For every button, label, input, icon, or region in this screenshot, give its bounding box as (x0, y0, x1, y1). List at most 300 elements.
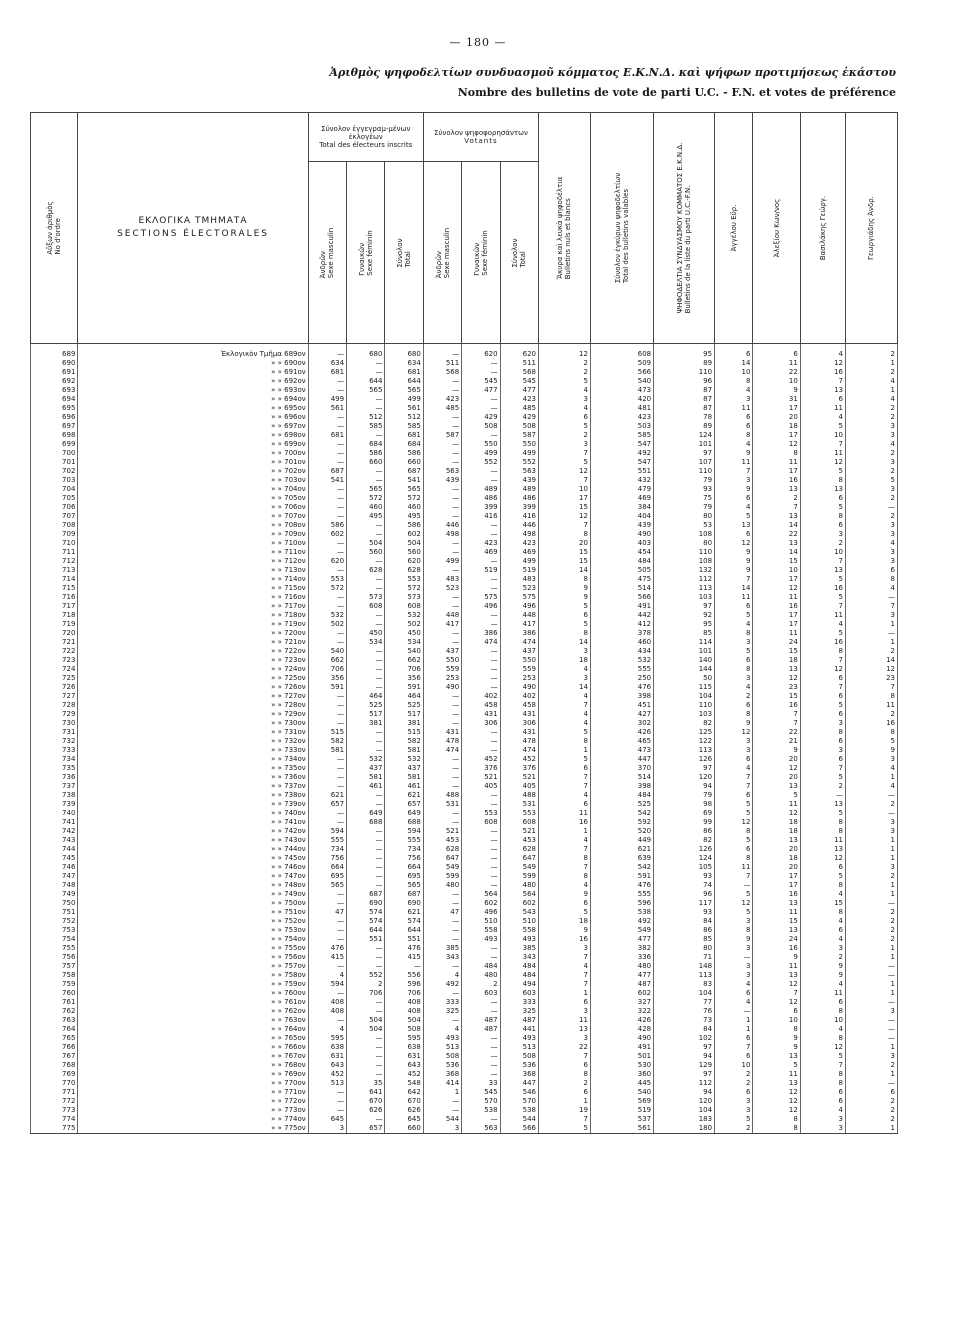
voters-female: — (462, 1061, 500, 1070)
candidate-1-votes: 3 (715, 962, 753, 971)
section-name: » » 722ον (78, 647, 308, 656)
candidate-1-votes: 14 (715, 584, 753, 593)
table-row (31, 503, 898, 512)
registered-male: — (308, 773, 346, 782)
candidate-3-votes: 6 (800, 1097, 845, 1106)
table-row (31, 557, 898, 566)
order-number: 724 (31, 665, 78, 674)
registered-female: — (347, 359, 385, 368)
order-number: 694 (31, 395, 78, 404)
registered-female: 688 (347, 818, 385, 827)
table-row (31, 701, 898, 710)
table-row (31, 344, 898, 360)
candidate-1-votes: 12 (715, 728, 753, 737)
null-ballots: 2 (538, 1079, 590, 1088)
candidate-4-votes: 1 (845, 854, 897, 863)
registered-female: — (347, 431, 385, 440)
null-ballots: 5 (538, 1124, 590, 1134)
registered-female: — (347, 1052, 385, 1061)
candidate-3-votes: 4 (800, 917, 845, 926)
valid-ballots: 520 (590, 827, 653, 836)
voters-male: 492 (423, 980, 461, 989)
table-row (31, 782, 898, 791)
candidate-4-votes: 1 (845, 638, 897, 647)
candidate-2-votes: 13 (753, 512, 800, 521)
order-number: 773 (31, 1106, 78, 1115)
voters-total: 602 (500, 899, 538, 908)
party-ballots: 93 (654, 872, 715, 881)
registered-total: 541 (385, 476, 423, 485)
candidate-1-votes: 7 (715, 773, 753, 782)
registered-male: — (308, 629, 346, 638)
registered-total: 534 (385, 638, 423, 647)
section-name: » » 706ον (78, 503, 308, 512)
valid-ballots: 403 (590, 539, 653, 548)
candidate-1-votes: 5 (715, 836, 753, 845)
candidate-2-votes: 14 (753, 521, 800, 530)
valid-ballots: 477 (590, 971, 653, 980)
party-ballots: 77 (654, 998, 715, 1007)
voters-female: 558 (462, 926, 500, 935)
order-number: 755 (31, 944, 78, 953)
candidate-4-votes: — (845, 1025, 897, 1034)
registered-total: 690 (385, 899, 423, 908)
order-number: 704 (31, 485, 78, 494)
voters-total: 477 (500, 386, 538, 395)
valid-ballots: 492 (590, 917, 653, 926)
candidate-2-votes: 12 (753, 1106, 800, 1115)
candidate-3-votes: 7 (800, 602, 845, 611)
registered-male: 555 (308, 836, 346, 845)
table-row (31, 755, 898, 764)
candidate-2-votes: 13 (753, 782, 800, 791)
candidate-4-votes: 2 (845, 467, 897, 476)
section-name: » » 745ον (78, 854, 308, 863)
header-candidate-1: Ἀγγέλου Εὔρ. (715, 113, 753, 344)
voters-female: 550 (462, 440, 500, 449)
registered-total: 620 (385, 557, 423, 566)
registered-male: — (308, 818, 346, 827)
order-number: 697 (31, 422, 78, 431)
valid-ballots: 501 (590, 1052, 653, 1061)
candidate-1-votes: 3 (715, 674, 753, 683)
voters-female: — (462, 521, 500, 530)
table-row (31, 1025, 898, 1034)
candidate-2-votes: 17 (753, 620, 800, 629)
candidate-4-votes: 3 (845, 755, 897, 764)
section-name: » » 694ον (78, 395, 308, 404)
valid-ballots: 322 (590, 1007, 653, 1016)
registered-male: 415 (308, 953, 346, 962)
order-number: 739 (31, 800, 78, 809)
party-ballots: 94 (654, 1052, 715, 1061)
voters-male: — (423, 449, 461, 458)
registered-female: — (347, 962, 385, 971)
registered-total: 573 (385, 593, 423, 602)
registered-total: 540 (385, 647, 423, 656)
party-ballots: 117 (654, 899, 715, 908)
valid-ballots: 561 (590, 1124, 653, 1134)
voters-total: 498 (500, 530, 538, 539)
candidate-1-votes: 1 (715, 1016, 753, 1025)
section-name: » » 728ον (78, 701, 308, 710)
null-ballots: 15 (538, 503, 590, 512)
voters-female: 480 (462, 971, 500, 980)
candidate-2-votes: 20 (753, 413, 800, 422)
candidate-4-votes: 11 (845, 701, 897, 710)
candidate-4-votes: 2 (845, 368, 897, 377)
registered-female: — (347, 791, 385, 800)
candidate-1-votes: 2 (715, 692, 753, 701)
registered-female: 641 (347, 1088, 385, 1097)
registered-total: 548 (385, 1079, 423, 1088)
candidate-3-votes: 6 (800, 737, 845, 746)
valid-ballots: 530 (590, 1061, 653, 1070)
order-number: 747 (31, 872, 78, 881)
candidate-1-votes: 2 (715, 1079, 753, 1088)
order-number: 765 (31, 1034, 78, 1043)
candidate-1-votes: 11 (715, 404, 753, 413)
order-number: 711 (31, 548, 78, 557)
table-row (31, 908, 898, 917)
candidate-4-votes: 1 (845, 953, 897, 962)
candidate-4-votes: 4 (845, 440, 897, 449)
voters-female: — (462, 1034, 500, 1043)
candidate-2-votes: 12 (753, 584, 800, 593)
table-row (31, 422, 898, 431)
voters-male: 3 (423, 1124, 461, 1134)
candidate-4-votes: 2 (845, 1097, 897, 1106)
registered-female: 532 (347, 755, 385, 764)
candidate-2-votes: 13 (753, 926, 800, 935)
candidate-4-votes: 1 (845, 1043, 897, 1052)
party-ballots: 144 (654, 665, 715, 674)
candidate-2-votes: 9 (753, 746, 800, 755)
table-row (31, 548, 898, 557)
candidate-4-votes: 2 (845, 872, 897, 881)
candidate-4-votes: — (845, 1034, 897, 1043)
party-ballots: 87 (654, 404, 715, 413)
section-name: » » 711ον (78, 548, 308, 557)
voters-male: 325 (423, 1007, 461, 1016)
section-name: » » 723ον (78, 656, 308, 665)
valid-ballots: 540 (590, 377, 653, 386)
candidate-2-votes: 16 (753, 476, 800, 485)
candidate-2-votes: 17 (753, 404, 800, 413)
order-number: 734 (31, 755, 78, 764)
party-ballots: 79 (654, 503, 715, 512)
voters-male: 513 (423, 1043, 461, 1052)
registered-female: 573 (347, 593, 385, 602)
section-name: » » 739ον (78, 800, 308, 809)
order-number: 712 (31, 557, 78, 566)
voters-male: — (423, 926, 461, 935)
registered-female: 670 (347, 1097, 385, 1106)
table-row (31, 953, 898, 962)
candidate-2-votes: 12 (753, 809, 800, 818)
registered-male: — (308, 494, 346, 503)
candidate-1-votes: 14 (715, 359, 753, 368)
valid-ballots: 465 (590, 737, 653, 746)
voters-female: 2 (462, 980, 500, 989)
registered-total: 381 (385, 719, 423, 728)
voters-total: 368 (500, 1070, 538, 1079)
candidate-3-votes: 13 (800, 800, 845, 809)
order-number: 733 (31, 746, 78, 755)
candidate-4-votes: 1 (845, 836, 897, 845)
registered-total: 565 (385, 485, 423, 494)
valid-ballots: 302 (590, 719, 653, 728)
header-registered-female: Γυναικῶν Sexe féminin (347, 162, 385, 344)
header-candidate-3: Βασιλάκης Γεώργ. (800, 113, 845, 344)
voters-male: 550 (423, 656, 461, 665)
voters-total: 480 (500, 881, 538, 890)
voters-female: — (462, 467, 500, 476)
order-number: 699 (31, 440, 78, 449)
candidate-3-votes: 16 (800, 638, 845, 647)
candidate-3-votes: 3 (800, 530, 845, 539)
valid-ballots: 492 (590, 449, 653, 458)
registered-female: 581 (347, 773, 385, 782)
section-name: » » 693ον (78, 386, 308, 395)
order-number: 775 (31, 1124, 78, 1134)
voters-female: — (462, 530, 500, 539)
order-number: 752 (31, 917, 78, 926)
valid-ballots: 514 (590, 584, 653, 593)
candidate-3-votes: 5 (800, 773, 845, 782)
candidate-4-votes: 2 (845, 494, 897, 503)
table-row (31, 593, 898, 602)
party-ballots: 87 (654, 395, 715, 404)
table-row (31, 872, 898, 881)
candidate-2-votes: 22 (753, 728, 800, 737)
candidate-1-votes: 8 (715, 827, 753, 836)
candidate-3-votes: 9 (800, 962, 845, 971)
candidate-4-votes: 3 (845, 827, 897, 836)
registered-male: 657 (308, 800, 346, 809)
voters-total: 469 (500, 548, 538, 557)
valid-ballots: 378 (590, 629, 653, 638)
voters-female: 496 (462, 908, 500, 917)
section-name: » » 760ον (78, 989, 308, 998)
party-ballots: 80 (654, 512, 715, 521)
section-name: » » 696ον (78, 413, 308, 422)
registered-total: 680 (385, 344, 423, 360)
null-ballots: 14 (538, 638, 590, 647)
candidate-1-votes: 13 (715, 521, 753, 530)
voters-total: 452 (500, 755, 538, 764)
voters-female: 552 (462, 458, 500, 467)
null-ballots: 4 (538, 404, 590, 413)
registered-male: 734 (308, 845, 346, 854)
valid-ballots: 484 (590, 557, 653, 566)
voters-total: 549 (500, 863, 538, 872)
voters-female: 431 (462, 710, 500, 719)
voters-male: 559 (423, 665, 461, 674)
party-ballots: 104 (654, 1106, 715, 1115)
order-number: 756 (31, 953, 78, 962)
voters-male: 4 (423, 1025, 461, 1034)
registered-male: — (308, 548, 346, 557)
party-ballots: 124 (654, 431, 715, 440)
candidate-4-votes: — (845, 629, 897, 638)
section-name: » » 765ον (78, 1034, 308, 1043)
candidate-4-votes: 5 (845, 476, 897, 485)
registered-total: 756 (385, 854, 423, 863)
voters-female: — (462, 683, 500, 692)
party-ballots: 94 (654, 782, 715, 791)
voters-female: — (462, 368, 500, 377)
registered-total: 408 (385, 1007, 423, 1016)
candidate-1-votes: — (715, 1007, 753, 1016)
candidate-3-votes: 3 (800, 746, 845, 755)
registered-female: — (347, 854, 385, 863)
candidate-4-votes: 2 (845, 917, 897, 926)
party-ballots: 120 (654, 1097, 715, 1106)
registered-male: 4 (308, 1025, 346, 1034)
registered-male: 594 (308, 980, 346, 989)
registered-female: — (347, 872, 385, 881)
table-row (31, 485, 898, 494)
registered-total: 706 (385, 665, 423, 674)
candidate-1-votes: 3 (715, 476, 753, 485)
null-ballots: 18 (538, 656, 590, 665)
registered-female: — (347, 1007, 385, 1016)
candidate-2-votes: 15 (753, 557, 800, 566)
candidate-1-votes: 7 (715, 467, 753, 476)
order-number: 740 (31, 809, 78, 818)
table-row (31, 494, 898, 503)
table-row (31, 476, 898, 485)
order-number: 706 (31, 503, 78, 512)
registered-female: — (347, 647, 385, 656)
section-name: » » 773ον (78, 1106, 308, 1115)
candidate-3-votes: 8 (800, 1034, 845, 1043)
candidate-2-votes: 20 (753, 863, 800, 872)
valid-ballots: 551 (590, 467, 653, 476)
voters-male: 521 (423, 827, 461, 836)
voters-male: 478 (423, 737, 461, 746)
table-row (31, 971, 898, 980)
table-row (31, 710, 898, 719)
candidate-4-votes: 2 (845, 1115, 897, 1124)
voters-female: 521 (462, 773, 500, 782)
party-ballots: 122 (654, 737, 715, 746)
candidate-2-votes: 12 (753, 674, 800, 683)
section-name: » » 703ον (78, 476, 308, 485)
candidate-4-votes: — (845, 998, 897, 1007)
voters-total: 499 (500, 557, 538, 566)
registered-total: 684 (385, 440, 423, 449)
section-name: » » 690ον (78, 359, 308, 368)
section-name: » » 691ον (78, 368, 308, 377)
null-ballots: 7 (538, 701, 590, 710)
candidate-1-votes: 6 (715, 1088, 753, 1097)
candidate-1-votes: 6 (715, 791, 753, 800)
candidate-3-votes: 4 (800, 344, 845, 360)
candidate-2-votes: 12 (753, 998, 800, 1007)
header-sections-greek: ΕΚΛΟΓΙΚΑ ΤΜΗΜΑΤΑ (138, 215, 248, 226)
voters-male: — (423, 539, 461, 548)
voters-total: 647 (500, 854, 538, 863)
candidate-3-votes: 7 (800, 377, 845, 386)
candidate-1-votes: 3 (715, 395, 753, 404)
candidate-2-votes: 8 (753, 1025, 800, 1034)
registered-total: 499 (385, 395, 423, 404)
null-ballots: 6 (538, 413, 590, 422)
table-row (31, 899, 898, 908)
null-ballots: 9 (538, 584, 590, 593)
section-name: » » 720ον (78, 629, 308, 638)
null-ballots: 20 (538, 539, 590, 548)
candidate-2-votes: 13 (753, 899, 800, 908)
section-name: » » 707ον (78, 512, 308, 521)
valid-ballots: 426 (590, 1016, 653, 1025)
voters-total: 545 (500, 377, 538, 386)
valid-ballots: 370 (590, 764, 653, 773)
voters-male: — (423, 485, 461, 494)
candidate-3-votes: 5 (800, 575, 845, 584)
order-number: 761 (31, 998, 78, 1007)
registered-total: 591 (385, 683, 423, 692)
party-ballots: 80 (654, 944, 715, 953)
order-number: 750 (31, 899, 78, 908)
section-name: » » 768ον (78, 1061, 308, 1070)
candidate-3-votes: 13 (800, 386, 845, 395)
candidate-3-votes: 6 (800, 1088, 845, 1097)
voters-total: 437 (500, 647, 538, 656)
candidate-4-votes: 2 (845, 800, 897, 809)
party-ballots: 114 (654, 638, 715, 647)
registered-female: 504 (347, 539, 385, 548)
voters-male: — (423, 719, 461, 728)
registered-female: 381 (347, 719, 385, 728)
table-row (31, 962, 898, 971)
candidate-2-votes: 8 (753, 1115, 800, 1124)
null-ballots: 7 (538, 971, 590, 980)
null-ballots: 9 (538, 890, 590, 899)
table-row (31, 1124, 898, 1134)
candidate-3-votes: 5 (800, 629, 845, 638)
section-name: » » 772ον (78, 1097, 308, 1106)
party-ballots: 108 (654, 530, 715, 539)
candidate-3-votes: 12 (800, 359, 845, 368)
null-ballots: 13 (538, 1025, 590, 1034)
registered-total: 495 (385, 512, 423, 521)
registered-male: 602 (308, 530, 346, 539)
valid-ballots: 540 (590, 1088, 653, 1097)
voters-female: — (462, 359, 500, 368)
candidate-3-votes: 6 (800, 926, 845, 935)
voters-male: — (423, 782, 461, 791)
voters-male: 4 (423, 971, 461, 980)
candidate-1-votes: — (715, 881, 753, 890)
voters-total: 543 (500, 908, 538, 917)
voters-male: 47 (423, 908, 461, 917)
candidate-1-votes: 4 (715, 386, 753, 395)
valid-ballots: 439 (590, 521, 653, 530)
candidate-1-votes: 2 (715, 1070, 753, 1079)
section-name: » » 725ον (78, 674, 308, 683)
null-ballots: 6 (538, 1061, 590, 1070)
registered-male: 586 (308, 521, 346, 530)
table-row (31, 890, 898, 899)
candidate-4-votes: — (845, 1079, 897, 1088)
voters-female: 603 (462, 989, 500, 998)
registered-total: 687 (385, 467, 423, 476)
section-name: » » 752ον (78, 917, 308, 926)
section-name: » » 733ον (78, 746, 308, 755)
